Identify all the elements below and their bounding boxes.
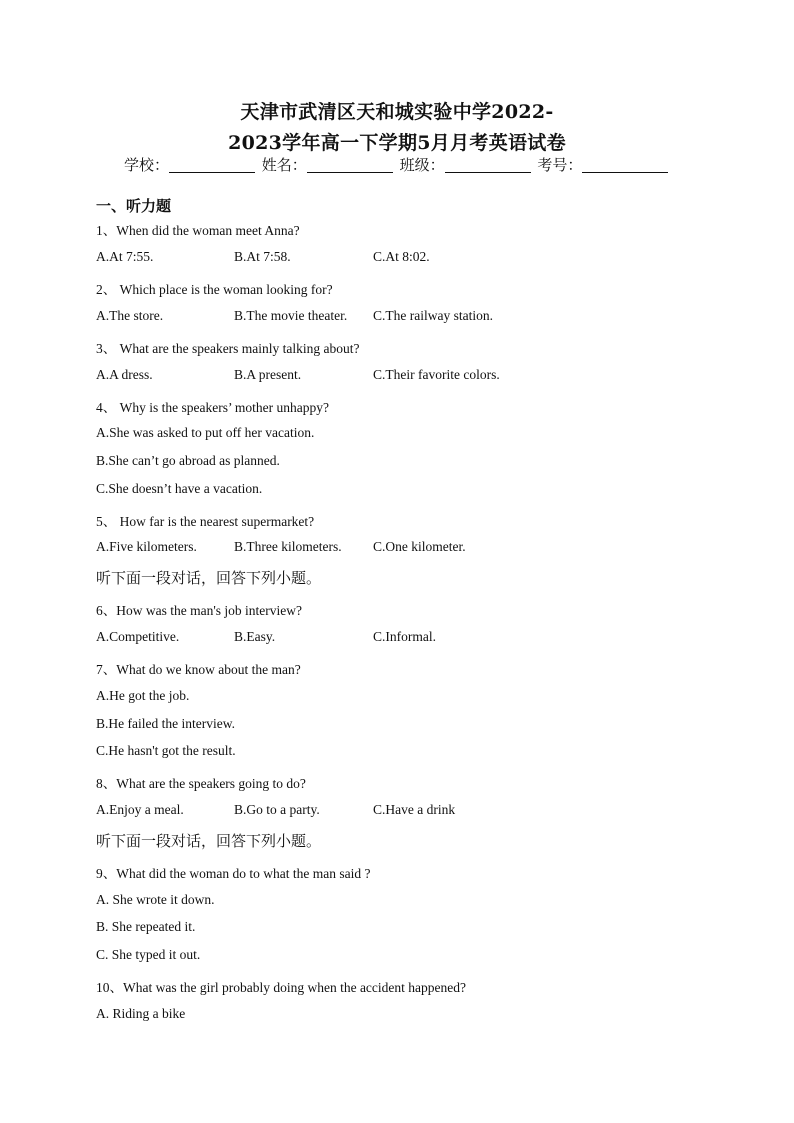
q1-option-b: B.At 7:58. (234, 249, 291, 264)
q1-option-a: A.At 7:55. (96, 249, 154, 264)
q5-option-c: C.One kilometer. (373, 539, 466, 554)
q10-option-a: A. Riding a bike (96, 1006, 186, 1021)
exam-number-blank (582, 157, 668, 173)
exam-number-label: 考号： (537, 156, 583, 174)
q8-option-c: C.Have a drink (373, 802, 456, 817)
q7-option-c: C.He hasn't got the result. (96, 743, 236, 758)
section-heading-listening: 一、听力题 (96, 197, 172, 215)
question-8: 8、What are the speakers going to do? (96, 776, 306, 791)
q6-option-a: A.Competitive. (96, 629, 180, 644)
class-blank (445, 157, 531, 173)
q9-option-b: B. She repeated it. (96, 919, 196, 934)
q2-option-c: C.The railway station. (373, 308, 493, 323)
q8-option-a: A.Enjoy a meal. (96, 802, 184, 817)
q3-option-a: A.A dress. (96, 367, 153, 382)
q6-option-b: B.Easy. (234, 629, 276, 644)
q3-option-b: B.A present. (234, 367, 302, 382)
q5-option-b: B.Three kilometers. (234, 539, 342, 554)
q7-option-a: A.He got the job. (96, 688, 190, 703)
question-1: 1、When did the woman meet Anna? (96, 223, 300, 238)
question-4: 4、 Why is the speakers’ mother unhappy? (96, 400, 329, 415)
question-9: 9、What did the woman do to what the man said ? (96, 866, 371, 881)
question-2: 2、 Which place is the woman looking for? (96, 282, 333, 297)
question-10: 10、What was the girl probably doing when the accident happened? (96, 980, 467, 995)
name-label: 姓名： (261, 156, 307, 174)
q8-option-b: B.Go to a party. (234, 802, 320, 817)
q9-option-c: C. She typed it out. (96, 947, 201, 962)
question-6: 6、How was the man's job interview? (96, 603, 303, 618)
q7-option-b: B.He failed the interview. (96, 716, 235, 731)
dialogue-instruction: 听下面一段对话，回答下列小题。 (96, 569, 322, 587)
exam-title-line1: 天津市武清区天和城实验中学2022- (240, 101, 554, 123)
name-blank (307, 157, 393, 173)
question-3: 3、 What are the speakers mainly talking about? (96, 341, 360, 356)
q4-option-b: B.She can’t go abroad as planned. (96, 453, 280, 468)
dialogue-instruction-2: 听下面一段对话，回答下列小题。 (96, 832, 322, 850)
question-5: 5、 How far is the nearest supermarket? (96, 514, 315, 529)
q2-option-b: B.The movie theater. (234, 308, 348, 323)
q4-option-c: C.She doesn’t have a vacation. (96, 481, 263, 496)
q1-option-c: C.At 8:02. (373, 249, 430, 264)
exam-title-line2: 2023学年高一下学期5月月考英语试卷 (228, 132, 566, 154)
question-7: 7、What do we know about the man? (96, 662, 301, 677)
q6-option-c: C.Informal. (373, 629, 436, 644)
school-label: 学校： (124, 156, 170, 174)
q9-option-a: A. She wrote it down. (96, 892, 215, 907)
q2-option-a: A.The store. (96, 308, 164, 323)
q3-option-c: C.Their favorite colors. (373, 367, 500, 382)
class-label: 班级： (399, 156, 445, 174)
q5-option-a: A.Five kilometers. (96, 539, 197, 554)
student-info-row (124, 154, 670, 175)
school-blank (169, 157, 255, 173)
q4-option-a: A.She was asked to put off her vacation. (96, 425, 315, 440)
